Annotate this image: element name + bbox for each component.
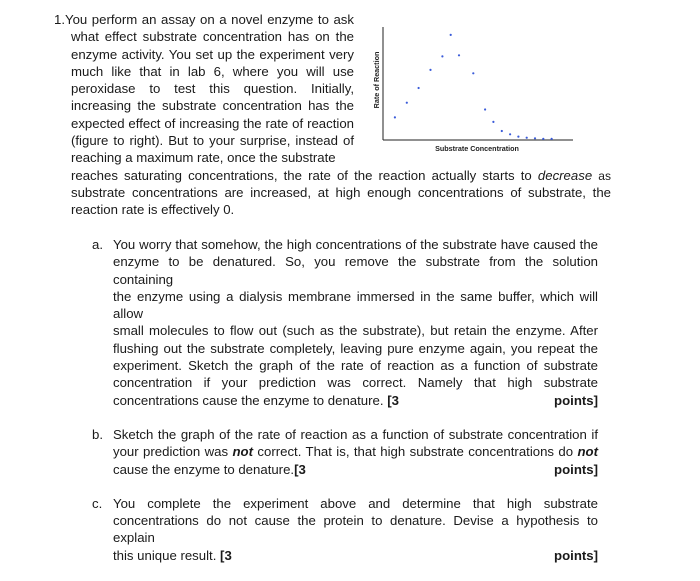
part-line: your prediction was not correct. That is, that high substrate concentrations do not bbox=[113, 444, 598, 460]
data-point-15 bbox=[534, 137, 536, 139]
data-point-6 bbox=[450, 34, 452, 36]
part-line: concentrations do not cause the protein to denature. Devise a hypothesis to explain bbox=[113, 513, 598, 546]
sub-questions bbox=[92, 236, 612, 581]
part-b bbox=[92, 426, 612, 478]
data-point-11 bbox=[501, 130, 503, 132]
question-number: 1. bbox=[54, 12, 65, 27]
question-line: increasing the substrate concentration has the bbox=[71, 98, 354, 114]
part-line: concentrations cause the enzyme to denature. [3 points] bbox=[113, 392, 598, 408]
part-line: experiment. Sketch the graph of the rate of reaction as a function of substrate bbox=[113, 358, 598, 374]
data-point-4 bbox=[429, 69, 431, 71]
data-point-10 bbox=[492, 121, 494, 123]
question-line: what effect substrate concentration has on the bbox=[71, 29, 354, 45]
question-line: peroxidase to test this question. Initially, bbox=[71, 81, 354, 97]
part-line: You worry that somehow, the high concentrations of the substrate have caused the bbox=[113, 237, 598, 252]
question-line: reaches saturating concentrations, the rate of the reaction actually starts to decrease as bbox=[71, 167, 611, 183]
question-line: enzyme activity. You set up the experiment very bbox=[71, 46, 354, 62]
points-open: [3 bbox=[387, 392, 399, 408]
part-line: small molecules to flow out (such as the substrate), but retain the enzyme. After bbox=[113, 323, 598, 339]
data-point-2 bbox=[406, 102, 408, 104]
data-point-13 bbox=[517, 136, 519, 138]
part-line: this unique result. [3 points] bbox=[113, 547, 598, 563]
part-line: enzyme to be denatured. So, you remove the substrate from the solution containing bbox=[113, 254, 598, 287]
question-text: You perform an assay on a novel enzyme to ask bbox=[65, 12, 354, 27]
question-line: substrate concentrations are increased, at high enough concentrations of substrate, the bbox=[71, 184, 611, 200]
data-point-14 bbox=[526, 137, 528, 139]
part-line: Sketch the graph of the rate of reaction as a function of substrate concentration if bbox=[113, 426, 598, 442]
points-open: [3 bbox=[294, 461, 306, 477]
data-point-12 bbox=[509, 133, 511, 135]
question-line: expected effect of increasing the rate of reaction bbox=[71, 115, 354, 131]
question-line: reaction rate is effectively 0. bbox=[71, 202, 235, 218]
part-c bbox=[92, 495, 612, 564]
rate-vs-substrate-chart bbox=[370, 22, 575, 157]
points-open: [3 bbox=[220, 547, 232, 563]
part-line: You complete the experiment above and determine that high substrate bbox=[113, 495, 598, 511]
y-axis-label: Rate of Reaction bbox=[372, 51, 381, 109]
part-line: cause the enzyme to denature.[3 points] bbox=[113, 461, 598, 477]
x-axis-label: Substrate Concentration bbox=[435, 144, 519, 153]
question-line bbox=[54, 11, 354, 28]
part-marker: a. bbox=[92, 237, 103, 252]
data-point-5 bbox=[441, 55, 443, 57]
part-line: the enzyme using a dialysis membrane immersed in the same buffer, which will allow bbox=[113, 288, 598, 322]
points-close: points] bbox=[554, 461, 598, 477]
data-point-8 bbox=[472, 72, 474, 74]
data-point-16 bbox=[542, 138, 544, 140]
question-line: reaching a maximum rate, once the substrate bbox=[71, 150, 336, 166]
data-point-17 bbox=[551, 138, 553, 140]
data-point-1 bbox=[394, 116, 396, 118]
data-points bbox=[394, 34, 553, 140]
part-line: concentration if your prediction was correct. Namely that high substrate bbox=[113, 375, 598, 391]
question-line: (figure to right). But to your surprise, instead of bbox=[71, 133, 354, 149]
data-point-9 bbox=[484, 108, 486, 110]
part-marker: b. bbox=[92, 426, 103, 442]
points-close: points] bbox=[554, 392, 598, 408]
part-line: flushing out the substrate completely, leaving pure enzyme again, you repeat the bbox=[113, 340, 598, 356]
part-marker: c. bbox=[92, 495, 103, 511]
data-point-7 bbox=[458, 54, 460, 56]
points-close: points] bbox=[554, 547, 598, 563]
data-point-3 bbox=[418, 87, 420, 89]
part-a bbox=[92, 236, 612, 409]
question-line: much like that in lab 6, where you will use bbox=[71, 63, 354, 79]
